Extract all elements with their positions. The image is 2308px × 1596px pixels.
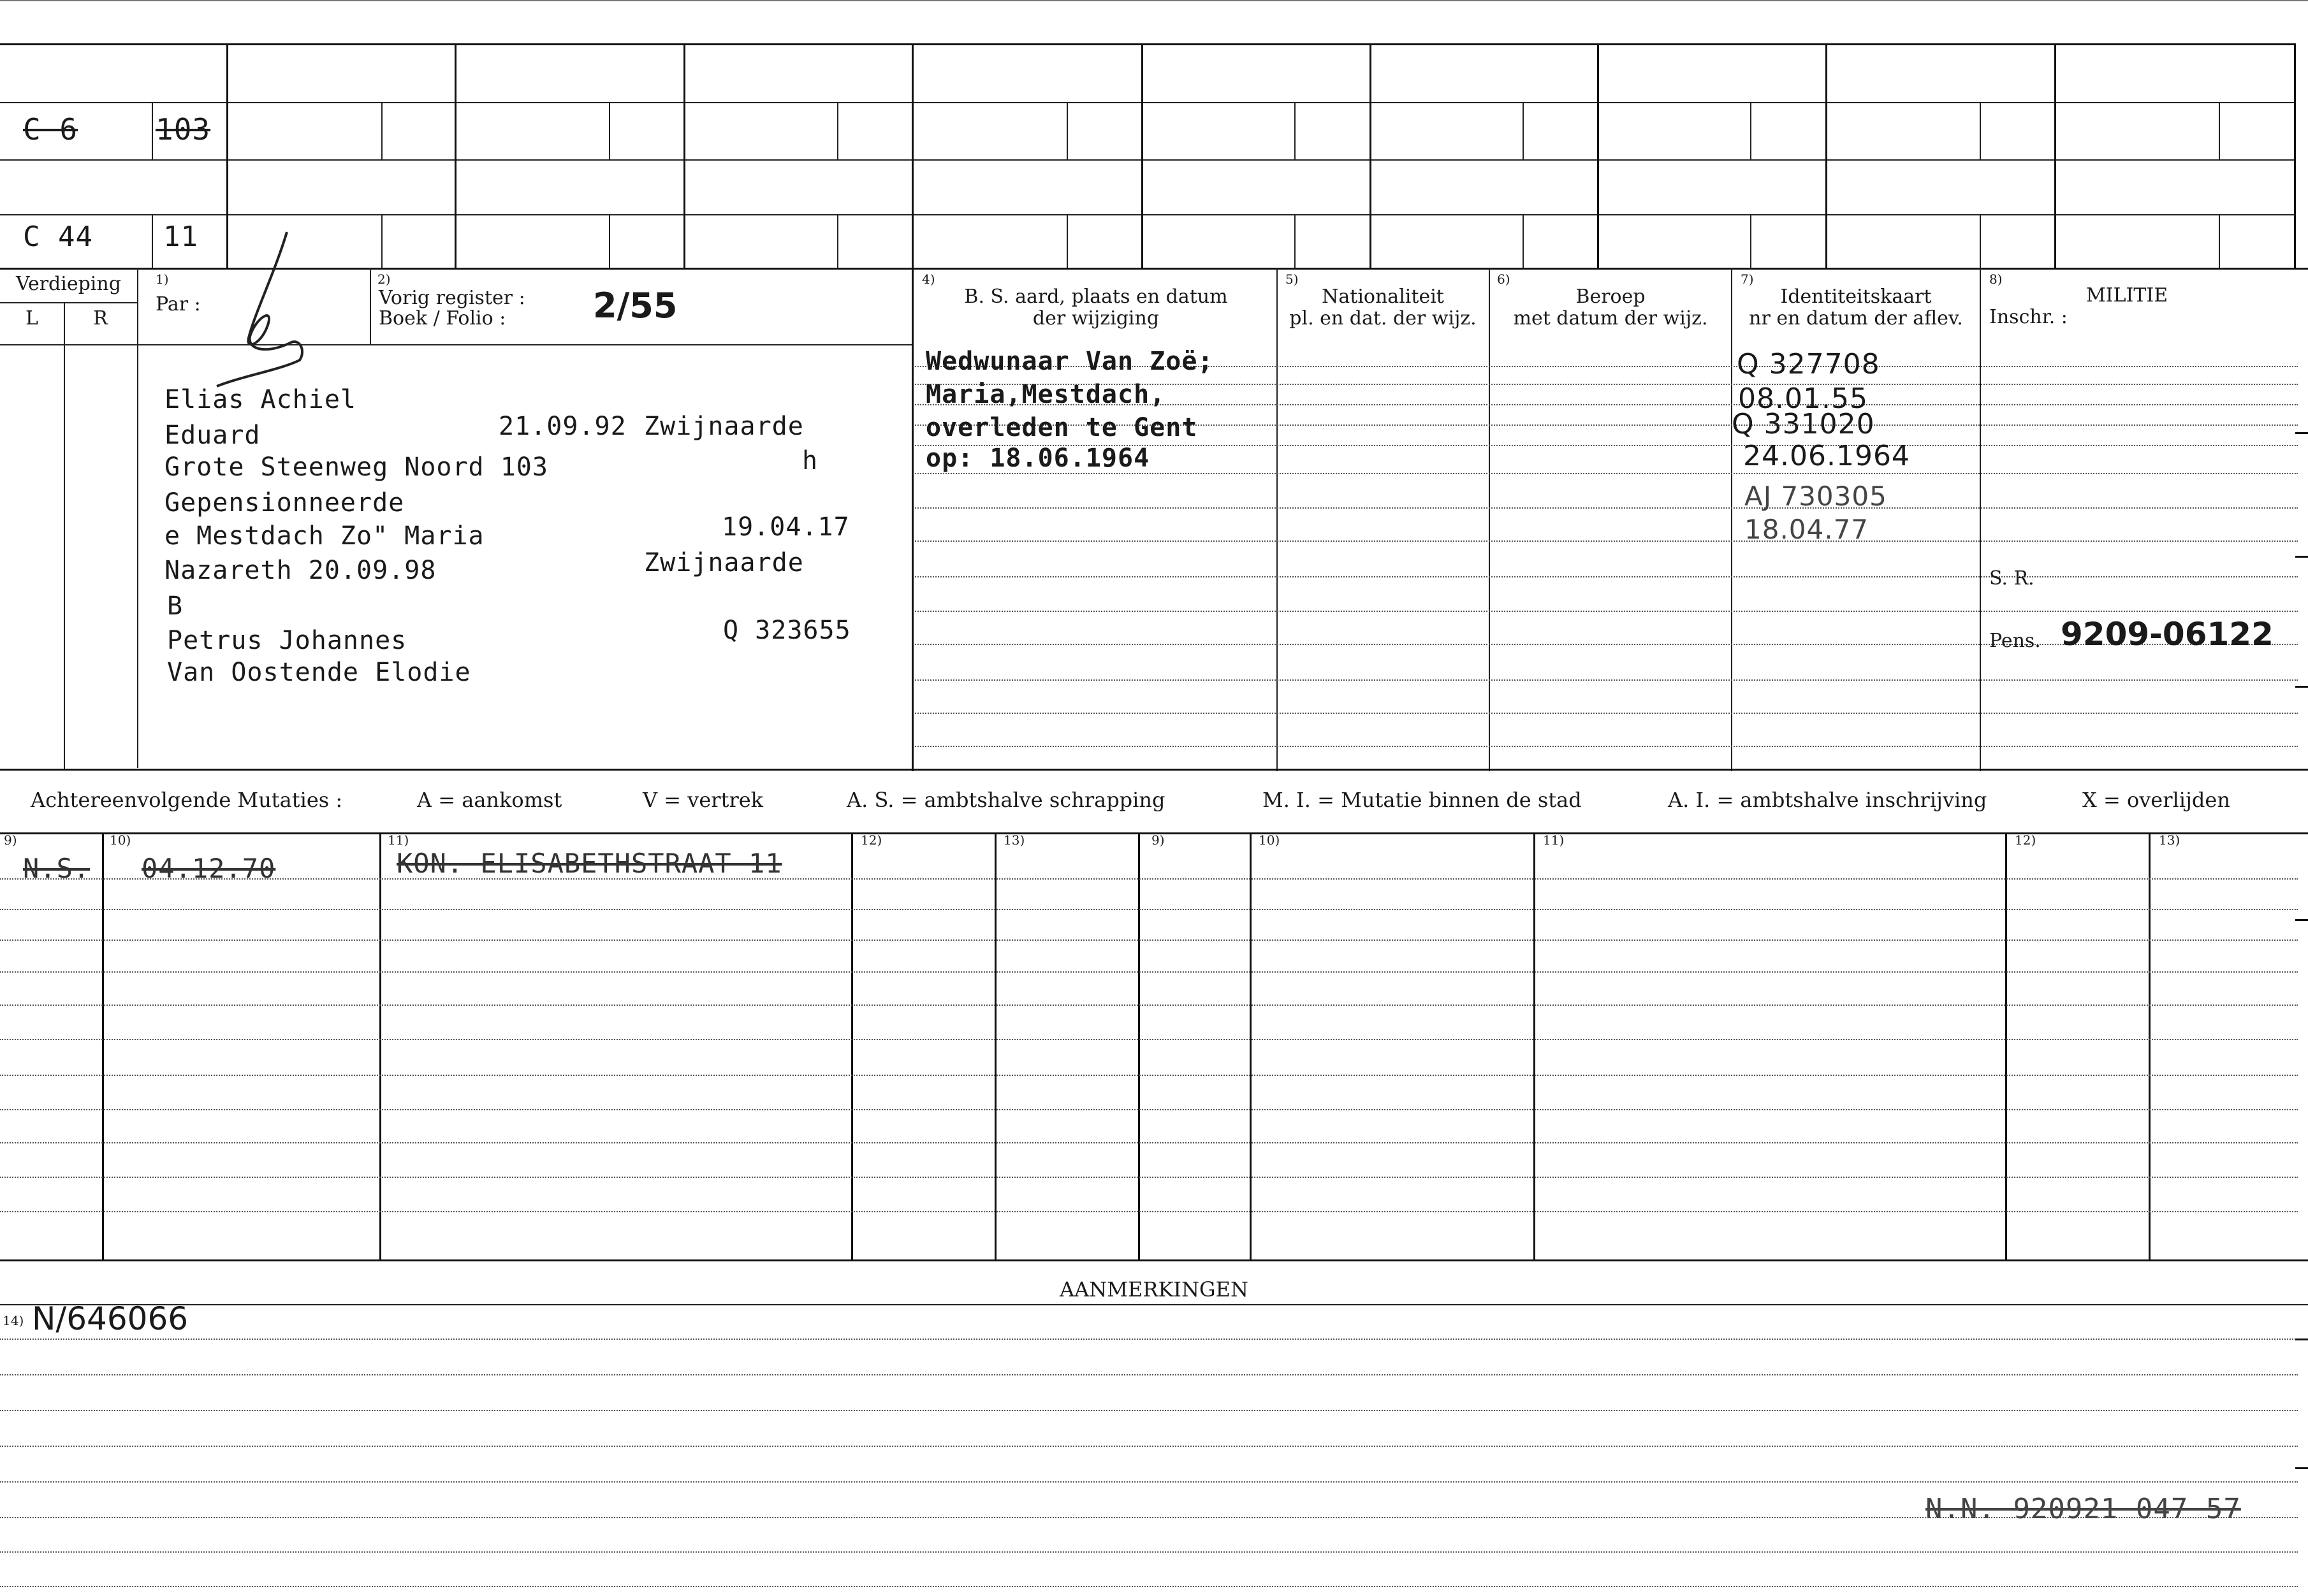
address-code: h [802,446,819,475]
legend-title: Achtereenvolgende Mutaties : [31,788,343,812]
mutation-address: KON. ELISABETHSTRAAT 11 [397,848,782,879]
birth-date: 21.09.92 [499,412,627,441]
mutation-right-col13-number: 13) [2159,832,2180,848]
beroep-header-line1: Beroep [1575,286,1646,308]
bs-header-line1: B. S. aard, plaats en datum [964,286,1228,308]
birth-place: Zwijnaarde [644,412,804,441]
occupation: Gepensionneerde [164,488,405,518]
boek-folio-label: Boek / Folio : [379,307,506,330]
mother-name: Van Oostende Elodie [167,658,471,687]
mutation-left-col13-number: 13) [1004,832,1025,848]
old-house-number: C 6 [23,112,78,147]
spouse-birth-date: 19.04.17 [722,512,850,542]
bs-header-line2: der wijziging [1032,307,1160,330]
id-card-number-1: Q 327708 [1737,348,1880,381]
nationaliteit-header-line1: Nationaliteit [1322,286,1444,308]
inschr-label: Inschr. : [1989,306,2068,328]
national-number: N.N. 920921 047 57 [1925,1493,2241,1525]
floor-left-label: L [26,307,38,330]
mutation-left-col12-number: 12) [861,832,882,848]
given-name-line2: Eduard [164,421,261,450]
id-card-number-2: Q 331020 [1732,408,1875,440]
legend-departure: V = vertrek [643,788,764,812]
legend-arrival: A = aankomst [417,788,562,812]
remarks-value: N/646066 [32,1300,189,1337]
register-number: 11 [163,221,198,253]
mutation-right-col10-number: 10) [1259,832,1280,848]
marker-b: B [167,591,184,621]
bs-entry-line2: Maria,Mestdach, [926,380,1166,409]
nationaliteit-header-line2: pl. en dat. der wijz. [1289,307,1477,330]
beroep-header-line2: met datum der wijz. [1513,307,1708,330]
legend-internal-move: M. I. = Mutatie binnen de stad [1262,788,1582,812]
remarks-title: AANMERKINGEN [1060,1277,1248,1302]
remarks-number: 14) [3,1313,24,1328]
sr-label: S. R. [1989,567,2034,590]
militie-header: MILITIE [2086,284,2168,307]
mutation-date: 04.12.70 [142,853,276,884]
old-register-number: 103 [156,112,211,147]
pension-number: 9209-06122 [2061,616,2274,653]
par-label: Par : [156,293,201,316]
vorig-register-label: Vorig register : [379,287,525,309]
legend-official-removal: A. S. = ambtshalve schrapping [847,788,1165,812]
address: Grote Steenweg Noord 103 [164,453,548,482]
father-name: Petrus Johannes [167,626,407,655]
col2-number: 2) [377,272,391,287]
col1-number: 1) [156,272,169,287]
mutation-right-col9-number: 9) [1151,832,1165,848]
pencil-mark-drawing [179,223,332,389]
mutation-left-col11-number: 11) [388,832,409,848]
spouse-death-place: Zwijnaarde [644,548,804,577]
floor-right-label: R [93,307,108,330]
mutation-left-col10-number: 10) [110,832,131,848]
spouse: e Mestdach Zo" Maria [164,521,485,551]
id-card-date-1: 08.01.55 [1738,382,1868,415]
boek-folio-value: 2/55 [593,286,678,326]
father-code: Q 323655 [723,616,851,645]
given-name-line1: Elias Achiel [164,385,356,414]
col4-number: 4) [922,272,935,287]
pens-label: Pens. [1989,630,2041,652]
legend-death: X = overlijden [2082,788,2230,812]
bs-entry-line4: op: 18.06.1964 [926,444,1150,473]
verdieping-label: Verdieping [16,273,121,295]
spouse-birth-place: Nazareth 20.09.98 [164,556,437,585]
identiteitskaart-header-line2: nr en datum der aflev. [1749,307,1963,330]
identiteitskaart-header-line1: Identiteitskaart [1780,286,1932,308]
id-card-number-3: AJ 730305 [1744,481,1887,512]
mutation-right-col11-number: 11) [1543,832,1565,848]
id-card-date-3: 18.04.77 [1744,514,1869,545]
mutation-right-col12-number: 12) [2015,832,2036,848]
col6-number: 6) [1497,272,1510,287]
col7-number: 7) [1741,272,1754,287]
col5-number: 5) [1285,272,1299,287]
bs-entry-line3: overleden te Gent [926,413,1198,442]
legend-official-registration: A. I. = ambtshalve inschrijving [1668,788,1987,812]
mutation-left-col9-number: 9) [4,832,17,848]
mutation-code: N.S. [23,853,91,884]
col8-number: 8) [1989,272,2003,287]
house-number: C 44 [23,221,93,253]
id-card-date-2: 24.06.1964 [1743,440,1910,472]
bs-entry-line1: Wedwunaar Van Zoë; [926,347,1214,376]
